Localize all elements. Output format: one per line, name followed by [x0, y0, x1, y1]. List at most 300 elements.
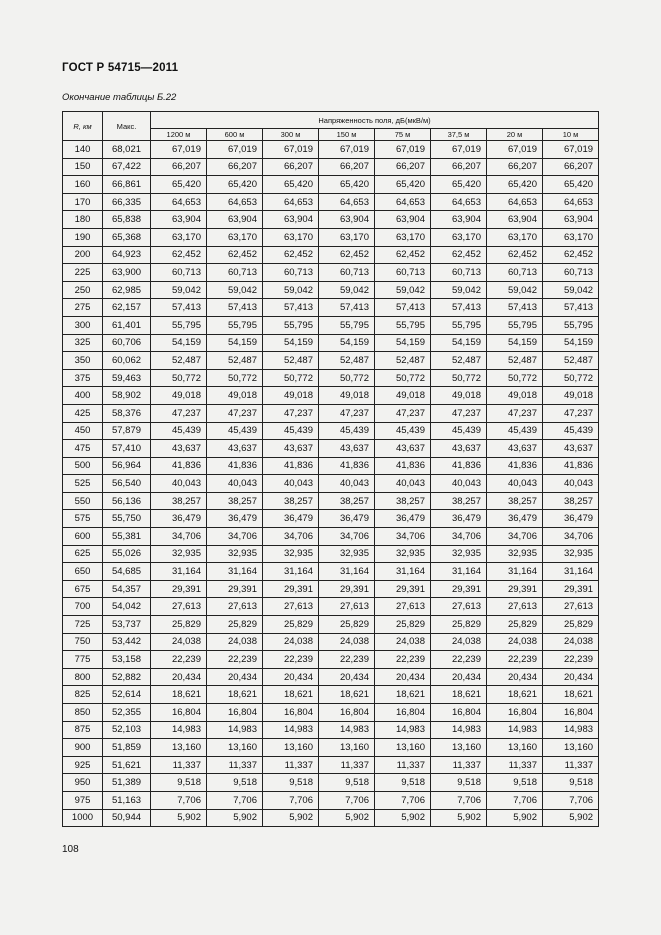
cell-field-strength: 11,337: [151, 756, 207, 774]
cell-field-strength: 50,772: [207, 369, 263, 387]
cell-field-strength: 47,237: [151, 404, 207, 422]
cell-field-strength: 63,170: [151, 228, 207, 246]
cell-field-strength: 52,487: [263, 352, 319, 370]
table-row: [63, 809, 599, 827]
cell-field-strength: 41,836: [431, 457, 487, 475]
cell-distance: 250: [63, 281, 103, 299]
cell-field-strength: 14,983: [263, 721, 319, 739]
cell-field-strength: 63,170: [487, 228, 543, 246]
cell-max: 61,401: [103, 316, 151, 334]
cell-field-strength: 65,420: [431, 176, 487, 194]
cell-field-strength: 54,159: [207, 334, 263, 352]
cell-field-strength: 65,420: [319, 176, 375, 194]
cell-field-strength: 66,207: [543, 158, 599, 176]
cell-field-strength: 67,019: [151, 141, 207, 159]
cell-field-strength: 49,018: [487, 387, 543, 405]
cell-field-strength: 38,257: [375, 492, 431, 510]
cell-field-strength: 66,207: [431, 158, 487, 176]
cell-field-strength: 34,706: [207, 528, 263, 546]
table-row: [63, 686, 599, 704]
cell-field-strength: 31,164: [263, 563, 319, 581]
cell-field-strength: 27,613: [319, 598, 375, 616]
cell-field-strength: 25,829: [151, 616, 207, 634]
cell-field-strength: 64,653: [375, 193, 431, 211]
cell-max: 55,381: [103, 528, 151, 546]
cell-field-strength: 32,935: [319, 545, 375, 563]
cell-field-strength: 38,257: [207, 492, 263, 510]
cell-field-strength: 41,836: [319, 457, 375, 475]
cell-field-strength: 43,637: [431, 440, 487, 458]
cell-field-strength: 34,706: [487, 528, 543, 546]
cell-field-strength: 20,434: [487, 668, 543, 686]
cell-field-strength: 49,018: [263, 387, 319, 405]
cell-field-strength: 20,434: [263, 668, 319, 686]
cell-field-strength: 65,420: [263, 176, 319, 194]
cell-field-strength: 18,621: [151, 686, 207, 704]
table-row: [63, 422, 599, 440]
cell-distance: 950: [63, 774, 103, 792]
cell-field-strength: 54,159: [543, 334, 599, 352]
cell-field-strength: 57,413: [151, 299, 207, 317]
cell-field-strength: 66,207: [487, 158, 543, 176]
cell-distance: 800: [63, 668, 103, 686]
cell-max: 56,964: [103, 457, 151, 475]
cell-field-strength: 45,439: [375, 422, 431, 440]
table-caption: Окончание таблицы Б.22: [62, 92, 177, 103]
cell-distance: 975: [63, 791, 103, 809]
column-header-height: 150 м: [319, 129, 375, 141]
cell-max: 64,923: [103, 246, 151, 264]
cell-field-strength: 34,706: [431, 528, 487, 546]
column-header-distance: R, км: [63, 112, 103, 141]
cell-field-strength: 16,804: [263, 704, 319, 722]
cell-field-strength: 13,160: [319, 739, 375, 757]
cell-field-strength: 27,613: [431, 598, 487, 616]
field-strength-table: [62, 111, 599, 827]
table-row: [63, 492, 599, 510]
cell-field-strength: 43,637: [375, 440, 431, 458]
cell-field-strength: 63,904: [431, 211, 487, 229]
cell-field-strength: 62,452: [151, 246, 207, 264]
cell-distance: 500: [63, 457, 103, 475]
cell-distance: 750: [63, 633, 103, 651]
cell-field-strength: 7,706: [431, 791, 487, 809]
cell-max: 52,882: [103, 668, 151, 686]
cell-field-strength: 11,337: [207, 756, 263, 774]
cell-field-strength: 50,772: [375, 369, 431, 387]
cell-field-strength: 62,452: [375, 246, 431, 264]
cell-field-strength: 47,237: [263, 404, 319, 422]
cell-field-strength: 60,713: [263, 264, 319, 282]
cell-field-strength: 14,983: [319, 721, 375, 739]
cell-distance: 900: [63, 739, 103, 757]
cell-field-strength: 63,170: [207, 228, 263, 246]
cell-field-strength: 38,257: [151, 492, 207, 510]
cell-field-strength: 66,207: [375, 158, 431, 176]
cell-field-strength: 36,479: [263, 510, 319, 528]
cell-field-strength: 49,018: [207, 387, 263, 405]
cell-field-strength: 57,413: [543, 299, 599, 317]
cell-max: 51,389: [103, 774, 151, 792]
cell-field-strength: 59,042: [207, 281, 263, 299]
cell-field-strength: 43,637: [207, 440, 263, 458]
cell-field-strength: 59,042: [487, 281, 543, 299]
cell-field-strength: 60,713: [375, 264, 431, 282]
cell-field-strength: 66,207: [319, 158, 375, 176]
cell-field-strength: 27,613: [375, 598, 431, 616]
cell-distance: 170: [63, 193, 103, 211]
cell-field-strength: 22,239: [431, 651, 487, 669]
cell-field-strength: 38,257: [543, 492, 599, 510]
cell-distance: 190: [63, 228, 103, 246]
table-row: [63, 193, 599, 211]
cell-field-strength: 13,160: [375, 739, 431, 757]
column-header-height: 600 м: [207, 129, 263, 141]
cell-field-strength: 36,479: [151, 510, 207, 528]
cell-field-strength: 38,257: [263, 492, 319, 510]
cell-field-strength: 22,239: [319, 651, 375, 669]
cell-field-strength: 27,613: [543, 598, 599, 616]
table-row: [63, 721, 599, 739]
table-row: [63, 281, 599, 299]
column-header-height: 1200 м: [151, 129, 207, 141]
cell-field-strength: 32,935: [431, 545, 487, 563]
cell-field-strength: 52,487: [207, 352, 263, 370]
cell-field-strength: 57,413: [263, 299, 319, 317]
cell-field-strength: 67,019: [319, 141, 375, 159]
cell-field-strength: 66,207: [207, 158, 263, 176]
cell-max: 53,737: [103, 616, 151, 634]
cell-field-strength: 47,237: [375, 404, 431, 422]
cell-field-strength: 29,391: [487, 580, 543, 598]
table-row: [63, 316, 599, 334]
cell-distance: 300: [63, 316, 103, 334]
cell-field-strength: 59,042: [431, 281, 487, 299]
cell-field-strength: 29,391: [431, 580, 487, 598]
cell-field-strength: 63,904: [375, 211, 431, 229]
column-header-height: 75 м: [375, 129, 431, 141]
cell-field-strength: 16,804: [207, 704, 263, 722]
table-row: [63, 633, 599, 651]
table-row: [63, 176, 599, 194]
cell-field-strength: 36,479: [207, 510, 263, 528]
cell-field-strength: 27,613: [487, 598, 543, 616]
cell-field-strength: 7,706: [375, 791, 431, 809]
cell-field-strength: 32,935: [487, 545, 543, 563]
cell-field-strength: 16,804: [375, 704, 431, 722]
cell-distance: 675: [63, 580, 103, 598]
cell-max: 65,838: [103, 211, 151, 229]
cell-field-strength: 7,706: [487, 791, 543, 809]
column-header-height: 300 м: [263, 129, 319, 141]
cell-field-strength: 55,795: [151, 316, 207, 334]
cell-field-strength: 11,337: [319, 756, 375, 774]
cell-field-strength: 47,237: [207, 404, 263, 422]
cell-field-strength: 36,479: [487, 510, 543, 528]
cell-field-strength: 63,904: [151, 211, 207, 229]
cell-distance: 225: [63, 264, 103, 282]
cell-field-strength: 11,337: [263, 756, 319, 774]
cell-field-strength: 67,019: [263, 141, 319, 159]
cell-field-strength: 45,439: [431, 422, 487, 440]
cell-field-strength: 55,795: [543, 316, 599, 334]
cell-field-strength: 36,479: [375, 510, 431, 528]
cell-field-strength: 32,935: [375, 545, 431, 563]
cell-field-strength: 63,170: [543, 228, 599, 246]
cell-field-strength: 29,391: [543, 580, 599, 598]
table-row: [63, 404, 599, 422]
cell-field-strength: 25,829: [319, 616, 375, 634]
cell-field-strength: 50,772: [487, 369, 543, 387]
table-row: [63, 228, 599, 246]
cell-max: 58,376: [103, 404, 151, 422]
cell-field-strength: 18,621: [319, 686, 375, 704]
table-row: [63, 246, 599, 264]
cell-field-strength: 52,487: [319, 352, 375, 370]
cell-field-strength: 24,038: [487, 633, 543, 651]
cell-distance: 160: [63, 176, 103, 194]
cell-field-strength: 47,237: [431, 404, 487, 422]
cell-field-strength: 18,621: [263, 686, 319, 704]
cell-field-strength: 34,706: [375, 528, 431, 546]
cell-distance: 925: [63, 756, 103, 774]
table-row: [63, 352, 599, 370]
cell-field-strength: 41,836: [543, 457, 599, 475]
cell-field-strength: 31,164: [319, 563, 375, 581]
cell-field-strength: 18,621: [487, 686, 543, 704]
cell-field-strength: 41,836: [151, 457, 207, 475]
cell-field-strength: 43,637: [543, 440, 599, 458]
cell-distance: 550: [63, 492, 103, 510]
cell-max: 56,136: [103, 492, 151, 510]
cell-field-strength: 52,487: [151, 352, 207, 370]
cell-field-strength: 59,042: [543, 281, 599, 299]
table-row: [63, 528, 599, 546]
cell-field-strength: 11,337: [543, 756, 599, 774]
cell-field-strength: 9,518: [263, 774, 319, 792]
cell-field-strength: 55,795: [375, 316, 431, 334]
cell-field-strength: 67,019: [487, 141, 543, 159]
cell-distance: 700: [63, 598, 103, 616]
cell-field-strength: 9,518: [207, 774, 263, 792]
cell-max: 60,706: [103, 334, 151, 352]
table-row: [63, 334, 599, 352]
table-row: [63, 158, 599, 176]
cell-distance: 400: [63, 387, 103, 405]
table-row: [63, 598, 599, 616]
cell-field-strength: 45,439: [151, 422, 207, 440]
cell-field-strength: 59,042: [263, 281, 319, 299]
cell-field-strength: 54,159: [375, 334, 431, 352]
cell-field-strength: 67,019: [207, 141, 263, 159]
cell-field-strength: 60,713: [431, 264, 487, 282]
cell-field-strength: 29,391: [207, 580, 263, 598]
cell-field-strength: 65,420: [151, 176, 207, 194]
cell-field-strength: 63,904: [207, 211, 263, 229]
cell-field-strength: 25,829: [375, 616, 431, 634]
table-row: [63, 299, 599, 317]
cell-field-strength: 59,042: [151, 281, 207, 299]
cell-field-strength: 41,836: [207, 457, 263, 475]
cell-field-strength: 62,452: [543, 246, 599, 264]
cell-distance: 725: [63, 616, 103, 634]
cell-max: 57,879: [103, 422, 151, 440]
cell-field-strength: 29,391: [151, 580, 207, 598]
cell-field-strength: 13,160: [431, 739, 487, 757]
cell-distance: 625: [63, 545, 103, 563]
cell-field-strength: 31,164: [151, 563, 207, 581]
cell-max: 57,410: [103, 440, 151, 458]
table-row: [63, 580, 599, 598]
cell-field-strength: 45,439: [319, 422, 375, 440]
cell-field-strength: 18,621: [375, 686, 431, 704]
cell-field-strength: 25,829: [487, 616, 543, 634]
cell-field-strength: 49,018: [319, 387, 375, 405]
cell-field-strength: 20,434: [543, 668, 599, 686]
cell-max: 62,985: [103, 281, 151, 299]
cell-field-strength: 5,902: [207, 809, 263, 827]
cell-field-strength: 5,902: [543, 809, 599, 827]
table-row: [63, 704, 599, 722]
cell-field-strength: 65,420: [543, 176, 599, 194]
cell-field-strength: 14,983: [151, 721, 207, 739]
column-header-height: 37,5 м: [431, 129, 487, 141]
cell-field-strength: 62,452: [431, 246, 487, 264]
cell-field-strength: 20,434: [151, 668, 207, 686]
cell-field-strength: 55,795: [431, 316, 487, 334]
cell-distance: 200: [63, 246, 103, 264]
cell-field-strength: 22,239: [207, 651, 263, 669]
cell-field-strength: 64,653: [151, 193, 207, 211]
cell-field-strength: 24,038: [319, 633, 375, 651]
cell-distance: 600: [63, 528, 103, 546]
cell-max: 55,750: [103, 510, 151, 528]
cell-field-strength: 40,043: [375, 475, 431, 493]
cell-field-strength: 57,413: [375, 299, 431, 317]
column-group-header: Напряженность поля, дБ(мкВ/м): [151, 112, 599, 129]
cell-max: 65,368: [103, 228, 151, 246]
cell-field-strength: 41,836: [487, 457, 543, 475]
cell-field-strength: 31,164: [207, 563, 263, 581]
cell-field-strength: 62,452: [263, 246, 319, 264]
cell-field-strength: 31,164: [431, 563, 487, 581]
cell-field-strength: 36,479: [431, 510, 487, 528]
table-row: [63, 756, 599, 774]
cell-field-strength: 20,434: [319, 668, 375, 686]
cell-max: 54,042: [103, 598, 151, 616]
cell-field-strength: 59,042: [375, 281, 431, 299]
cell-distance: 575: [63, 510, 103, 528]
cell-field-strength: 24,038: [543, 633, 599, 651]
cell-field-strength: 40,043: [431, 475, 487, 493]
cell-field-strength: 5,902: [375, 809, 431, 827]
cell-distance: 825: [63, 686, 103, 704]
cell-field-strength: 55,795: [319, 316, 375, 334]
cell-field-strength: 67,019: [543, 141, 599, 159]
cell-field-strength: 9,518: [431, 774, 487, 792]
cell-max: 60,062: [103, 352, 151, 370]
cell-field-strength: 52,487: [543, 352, 599, 370]
cell-field-strength: 49,018: [375, 387, 431, 405]
cell-field-strength: 22,239: [263, 651, 319, 669]
cell-field-strength: 64,653: [319, 193, 375, 211]
cell-field-strength: 57,413: [487, 299, 543, 317]
cell-field-strength: 34,706: [543, 528, 599, 546]
cell-field-strength: 29,391: [319, 580, 375, 598]
cell-field-strength: 13,160: [487, 739, 543, 757]
cell-max: 54,357: [103, 580, 151, 598]
cell-field-strength: 11,337: [487, 756, 543, 774]
cell-max: 52,614: [103, 686, 151, 704]
table-row: [63, 369, 599, 387]
cell-field-strength: 25,829: [431, 616, 487, 634]
cell-field-strength: 20,434: [431, 668, 487, 686]
cell-field-strength: 31,164: [375, 563, 431, 581]
cell-field-strength: 45,439: [263, 422, 319, 440]
cell-field-strength: 55,795: [263, 316, 319, 334]
cell-field-strength: 38,257: [431, 492, 487, 510]
cell-field-strength: 9,518: [543, 774, 599, 792]
cell-field-strength: 62,452: [319, 246, 375, 264]
cell-field-strength: 34,706: [263, 528, 319, 546]
table-row: [63, 668, 599, 686]
cell-field-strength: 40,043: [151, 475, 207, 493]
cell-field-strength: 14,983: [375, 721, 431, 739]
cell-max: 53,158: [103, 651, 151, 669]
table-row: [63, 440, 599, 458]
cell-distance: 1000: [63, 809, 103, 827]
cell-field-strength: 40,043: [487, 475, 543, 493]
cell-max: 59,463: [103, 369, 151, 387]
cell-field-strength: 5,902: [263, 809, 319, 827]
cell-max: 51,163: [103, 791, 151, 809]
cell-field-strength: 55,795: [487, 316, 543, 334]
cell-field-strength: 63,170: [375, 228, 431, 246]
cell-field-strength: 45,439: [487, 422, 543, 440]
cell-field-strength: 13,160: [207, 739, 263, 757]
cell-max: 56,540: [103, 475, 151, 493]
cell-distance: 450: [63, 422, 103, 440]
cell-field-strength: 63,170: [263, 228, 319, 246]
cell-field-strength: 57,413: [319, 299, 375, 317]
cell-max: 68,021: [103, 141, 151, 159]
cell-field-strength: 5,902: [319, 809, 375, 827]
cell-field-strength: 24,038: [375, 633, 431, 651]
standard-number: ГОСТ Р 54715—2011: [62, 62, 179, 74]
cell-field-strength: 32,935: [151, 545, 207, 563]
cell-max: 51,859: [103, 739, 151, 757]
cell-field-strength: 22,239: [487, 651, 543, 669]
cell-field-strength: 57,413: [431, 299, 487, 317]
table-row: [63, 387, 599, 405]
table-row: [63, 141, 599, 159]
cell-field-strength: 32,935: [263, 545, 319, 563]
cell-field-strength: 14,983: [431, 721, 487, 739]
cell-field-strength: 20,434: [375, 668, 431, 686]
cell-field-strength: 40,043: [319, 475, 375, 493]
cell-field-strength: 9,518: [487, 774, 543, 792]
cell-field-strength: 47,237: [487, 404, 543, 422]
cell-max: 52,103: [103, 721, 151, 739]
cell-field-strength: 7,706: [207, 791, 263, 809]
table-row: [63, 774, 599, 792]
cell-field-strength: 38,257: [487, 492, 543, 510]
cell-max: 55,026: [103, 545, 151, 563]
cell-field-strength: 9,518: [375, 774, 431, 792]
cell-field-strength: 66,207: [263, 158, 319, 176]
cell-field-strength: 63,904: [543, 211, 599, 229]
cell-field-strength: 18,621: [207, 686, 263, 704]
